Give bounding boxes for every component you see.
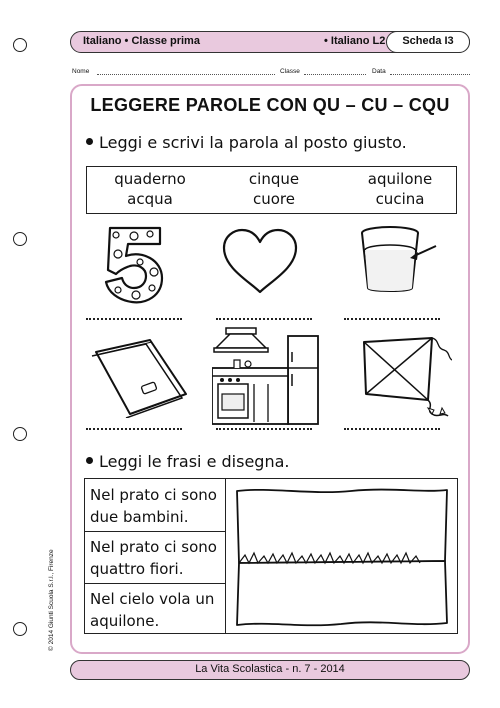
sentence-3 <box>90 588 224 632</box>
sentence-1-line-2: due bambini. <box>90 508 189 526</box>
heart-icon <box>220 228 300 296</box>
sentence-3-line-1: Nel cielo vola un <box>90 590 215 608</box>
answer-line-6[interactable] <box>344 428 440 430</box>
table-row-divider <box>85 583 225 584</box>
footer-text: La Vita Scolastica - n. 7 - 2014 <box>195 663 345 675</box>
word-quaderno: quaderno <box>114 170 186 188</box>
student-info-row <box>72 64 472 78</box>
binder-hole <box>13 232 27 246</box>
sentence-1-line-1: Nel prato ci sono <box>90 486 217 504</box>
answer-line-5[interactable] <box>216 428 312 430</box>
sentence-3-line-2: aquilone. <box>90 612 160 630</box>
answer-line-3[interactable] <box>344 318 440 320</box>
binder-hole <box>13 622 27 636</box>
binder-hole <box>13 427 27 441</box>
glass-of-water-icon <box>356 224 440 296</box>
answer-line-4[interactable] <box>86 428 182 430</box>
word-box <box>86 166 457 214</box>
sentence-1 <box>90 484 224 528</box>
kitchen-icon <box>212 326 324 426</box>
sentences-table <box>84 478 458 634</box>
header-bar <box>70 31 470 53</box>
table-divider <box>225 479 226 633</box>
bullet-icon <box>86 457 93 464</box>
sentence-2 <box>90 536 224 580</box>
word-cinque: cinque <box>248 170 300 188</box>
bullet-icon <box>86 138 93 145</box>
footer-bar <box>70 660 470 680</box>
word-cucina: cucina <box>375 190 425 208</box>
answer-line-2[interactable] <box>216 318 312 320</box>
sheet-tab: Scheda I3 <box>386 31 470 53</box>
date-field[interactable] <box>390 74 470 75</box>
language-label: • Italiano L2 <box>324 35 386 47</box>
class-label: Classe <box>280 68 300 75</box>
number-five-icon <box>102 224 166 304</box>
sentence-2-line-1: Nel prato ci sono <box>90 538 217 556</box>
page-title: LEGGERE PAROLE CON QU – CU – CQU <box>90 95 450 115</box>
word-acqua: acqua <box>127 190 173 208</box>
word-aquilone: aquilone <box>367 170 433 188</box>
word-cuore: cuore <box>253 190 295 208</box>
date-label: Data <box>372 68 386 75</box>
drawing-area[interactable] <box>231 485 453 629</box>
kite-icon <box>356 334 452 422</box>
notebook-icon <box>90 336 190 418</box>
copyright-note: © 2014 Giunti Scuola S.r.l., Firenze <box>48 549 55 651</box>
name-label: Nome <box>72 68 90 75</box>
instruction-1-text: Leggi e scrivi la parola al posto giusto. <box>99 133 407 152</box>
sentence-2-line-2: quattro fiori. <box>90 560 184 578</box>
subject-label: Italiano • Classe prima <box>83 35 200 47</box>
table-row-divider <box>85 531 225 532</box>
instruction-2 <box>86 452 289 471</box>
class-field[interactable] <box>304 74 366 75</box>
answer-line-1[interactable] <box>86 318 182 320</box>
instruction-1 <box>86 133 407 152</box>
name-field[interactable] <box>97 74 275 75</box>
binder-hole <box>13 38 27 52</box>
instruction-2-text: Leggi le frasi e disegna. <box>99 452 290 471</box>
